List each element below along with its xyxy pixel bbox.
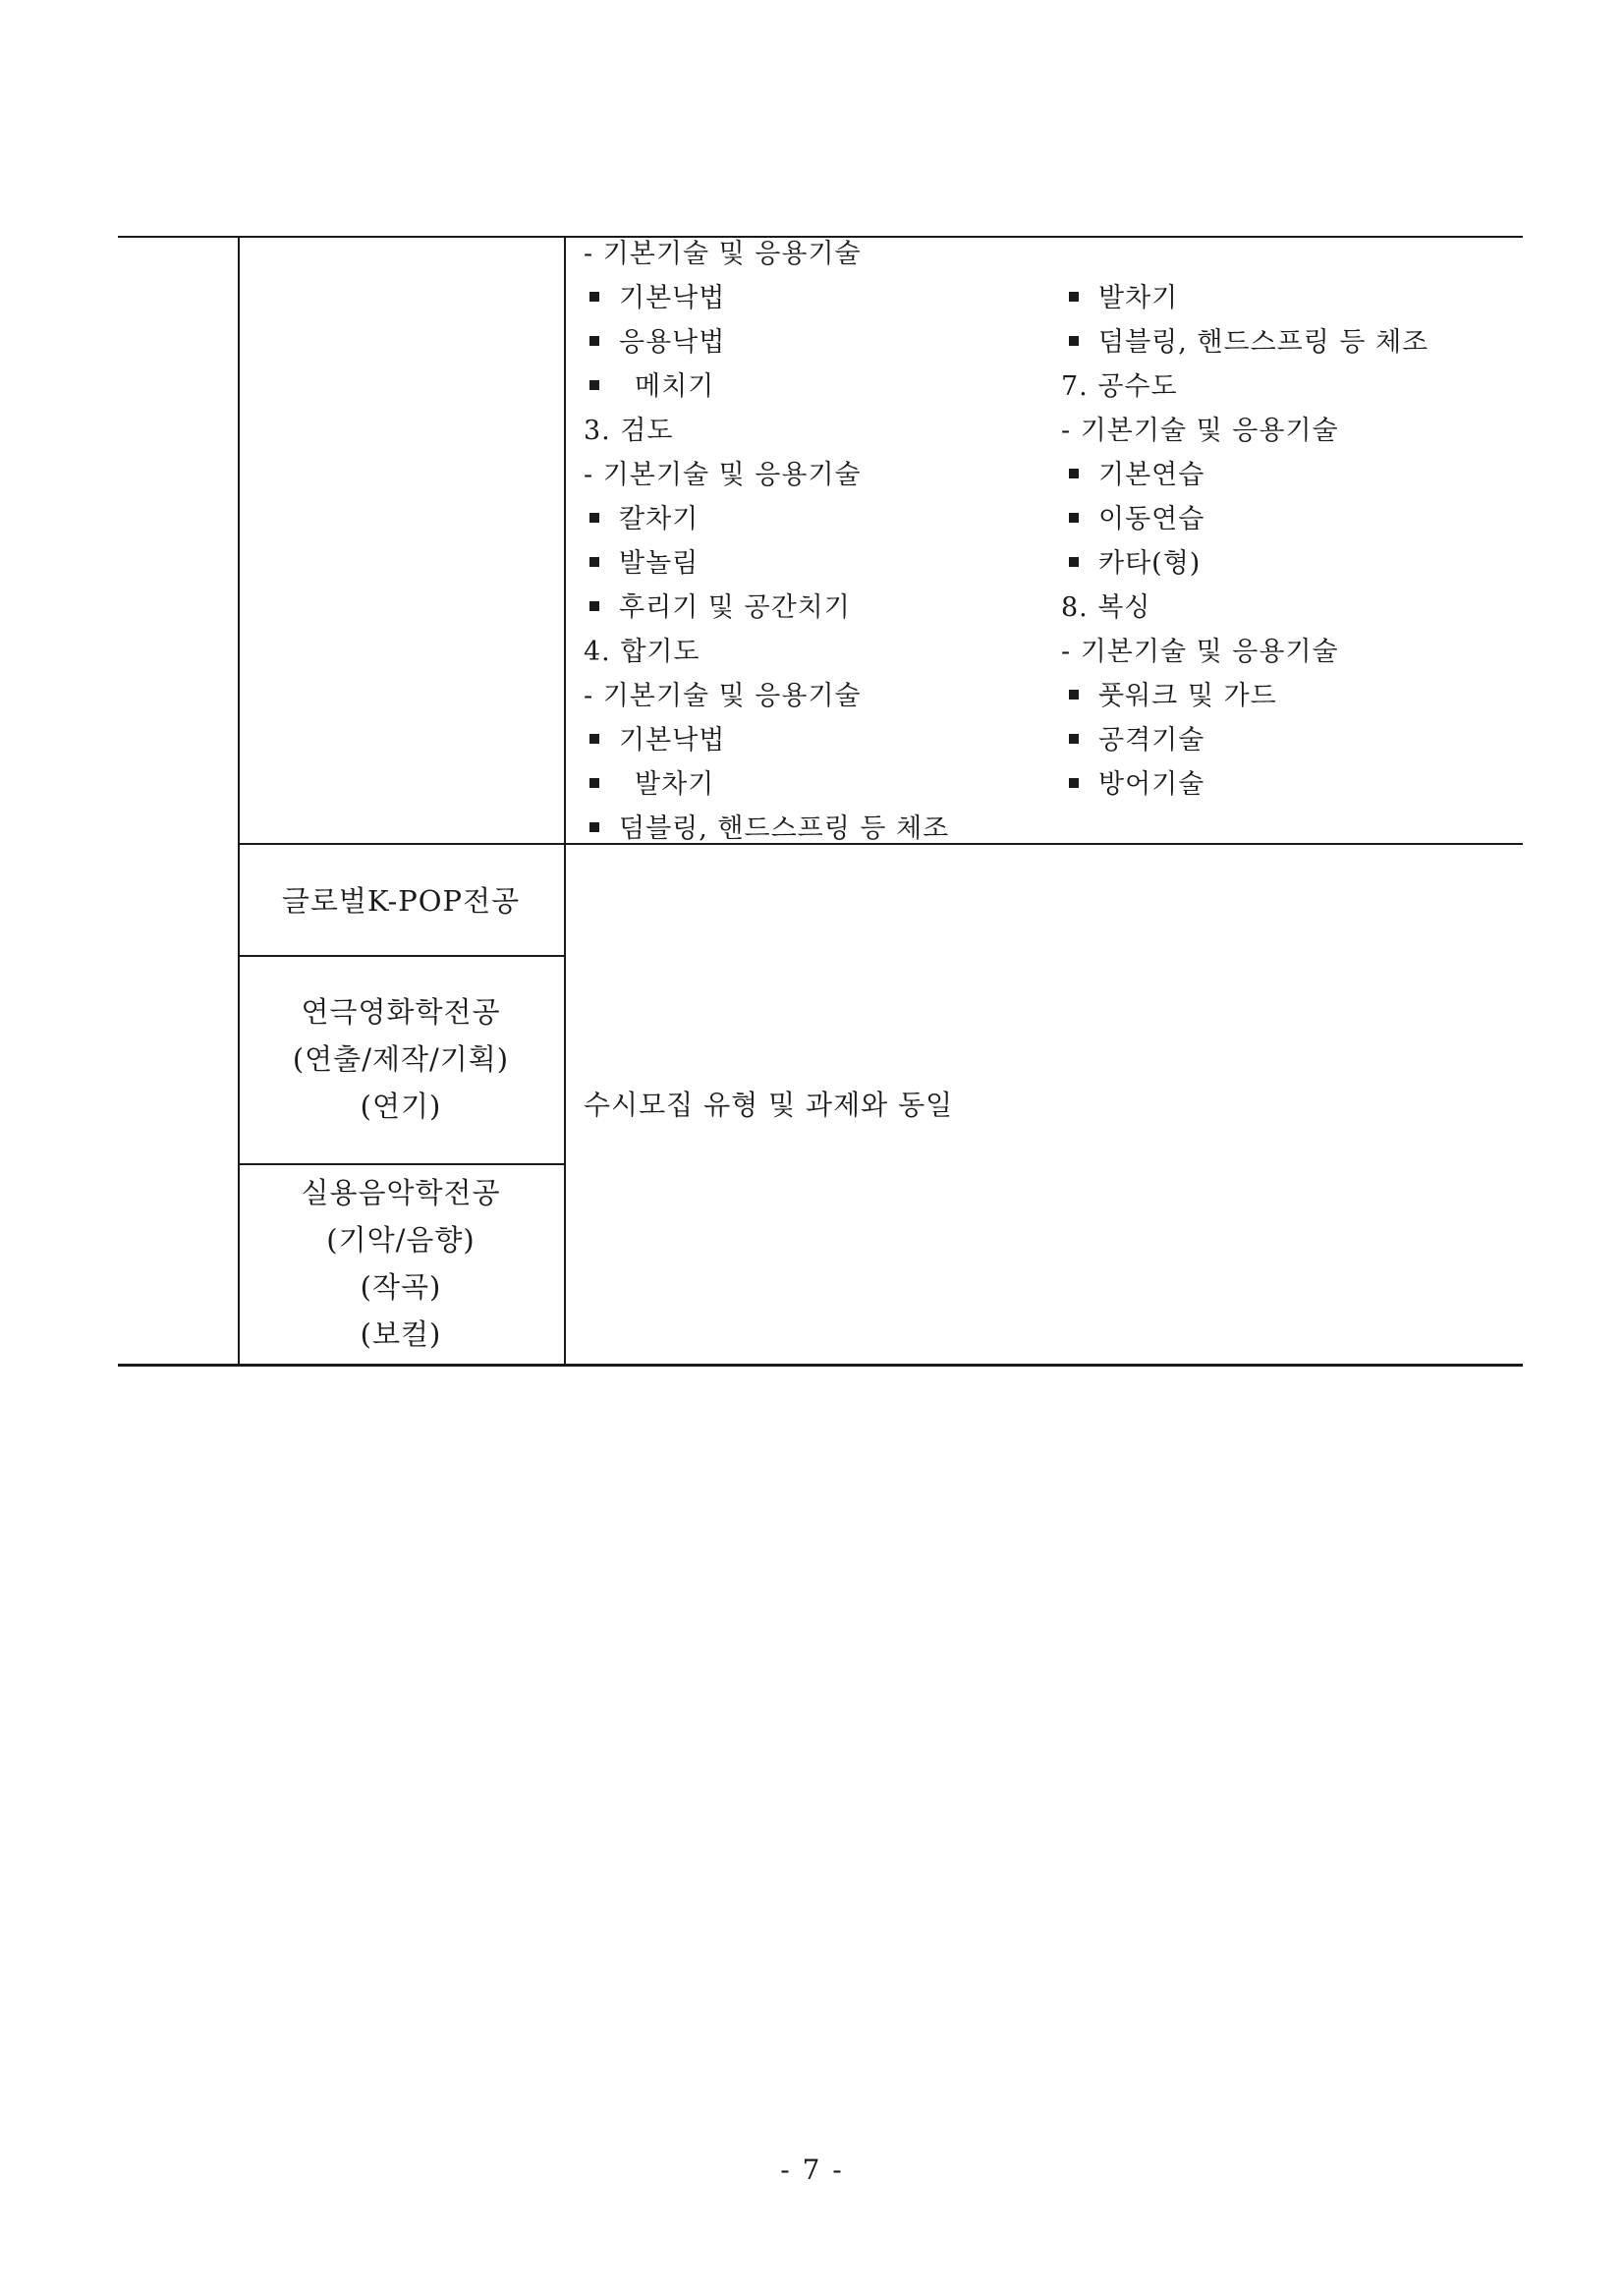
square-bullet-icon bbox=[589, 822, 599, 832]
page-number: - 7 - bbox=[780, 2154, 844, 2186]
content-line: 칼차기 bbox=[589, 505, 699, 534]
row-divider-music bbox=[238, 1163, 564, 1165]
square-bullet-icon bbox=[1069, 734, 1079, 744]
square-bullet-icon bbox=[589, 734, 599, 744]
major-music-track: (기악/음향) bbox=[326, 1223, 476, 1257]
content-line: 기본연습 bbox=[1069, 461, 1204, 490]
shared-content-text: 수시모집 유형 및 과제와 동일 bbox=[584, 1089, 954, 1121]
square-bullet-icon bbox=[589, 601, 599, 611]
major-music-name: 실용음악학전공 bbox=[301, 1176, 501, 1209]
square-bullet-icon bbox=[589, 778, 599, 788]
major-theater bbox=[238, 988, 564, 1130]
table-bottom-border bbox=[118, 1364, 1523, 1367]
square-bullet-icon bbox=[1069, 778, 1079, 788]
major-music bbox=[238, 1169, 564, 1358]
content-line: 이동연습 bbox=[1069, 505, 1204, 534]
content-line: 후리기 및 공간치기 bbox=[589, 593, 851, 623]
square-bullet-icon bbox=[589, 380, 599, 390]
square-bullet-icon bbox=[1069, 469, 1079, 478]
content-line: 발차기 bbox=[589, 770, 714, 800]
major-music-track: (작곡) bbox=[360, 1270, 442, 1304]
content-line: 덤블링, 핸드스프링 등 체조 bbox=[1069, 328, 1428, 358]
major-theater-track: (연출/제작/기획) bbox=[292, 1042, 510, 1076]
major-kpop-name: 글로벌K-POP전공 bbox=[281, 884, 521, 918]
square-bullet-icon bbox=[589, 336, 599, 346]
content-line: 덤블링, 핸드스프링 등 체조 bbox=[589, 814, 949, 844]
square-bullet-icon bbox=[589, 557, 599, 567]
content-line: 4. 합기도 bbox=[584, 637, 700, 667]
content-line: - 기본기술 및 응용기술 bbox=[584, 681, 862, 711]
major-theater-track: (연기) bbox=[360, 1090, 442, 1123]
square-bullet-icon bbox=[1069, 557, 1079, 567]
content-line: 공격기술 bbox=[1069, 726, 1204, 756]
content-line: 발놀림 bbox=[589, 549, 699, 579]
content-line: 응용낙법 bbox=[589, 328, 725, 358]
square-bullet-icon bbox=[589, 292, 599, 302]
content-line: - 기본기술 및 응용기술 bbox=[584, 239, 862, 269]
content-line: 기본낙법 bbox=[589, 284, 725, 313]
major-kpop bbox=[238, 877, 564, 924]
content-line: 방어기술 bbox=[1069, 770, 1204, 800]
square-bullet-icon bbox=[1069, 292, 1079, 302]
square-bullet-icon bbox=[1069, 513, 1079, 523]
content-line: 메치기 bbox=[589, 372, 714, 402]
row-divider-theater bbox=[238, 955, 564, 957]
content-line: 3. 검도 bbox=[584, 416, 674, 446]
square-bullet-icon bbox=[1069, 690, 1079, 700]
major-music-track: (보컬) bbox=[360, 1317, 442, 1351]
content-line: 발차기 bbox=[1069, 284, 1178, 313]
content-line: 기본낙법 bbox=[589, 726, 725, 756]
content-line: 8. 복싱 bbox=[1061, 592, 1151, 623]
column-divider-major bbox=[564, 236, 566, 1366]
content-line: 풋워크 및 가드 bbox=[1069, 682, 1277, 711]
table-top-border bbox=[118, 236, 1523, 238]
square-bullet-icon bbox=[589, 513, 599, 523]
content-line: - 기본기술 및 응용기술 bbox=[1061, 416, 1339, 446]
square-bullet-icon bbox=[1069, 336, 1079, 346]
content-line: - 기본기술 및 응용기술 bbox=[584, 460, 862, 490]
content-line: 카타(형) bbox=[1069, 549, 1201, 579]
content-line: - 기본기술 및 응용기술 bbox=[1061, 637, 1339, 667]
content-line: 7. 공수도 bbox=[1061, 371, 1178, 402]
major-theater-name: 연극영화학전공 bbox=[301, 995, 501, 1029]
